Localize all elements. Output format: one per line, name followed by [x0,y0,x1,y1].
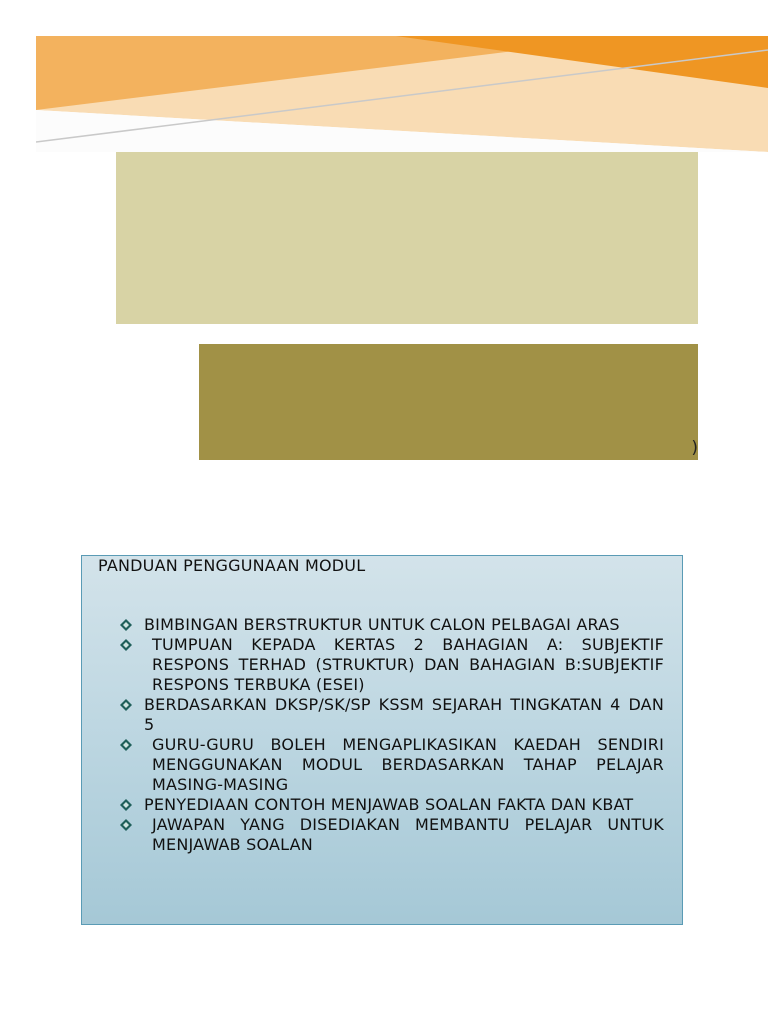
subtitle-placeholder-box [199,344,698,460]
guide-list [116,615,664,855]
module-guide-panel [81,555,683,925]
guide-title: PANDUAN PENGGUNAAN MODUL [98,556,366,575]
closing-parenthesis: ) [691,438,698,458]
header-banner [36,36,768,152]
title-placeholder-box [116,152,698,324]
diamond-bullet-icon [120,699,132,711]
guide-item [116,635,664,695]
diamond-bullet-icon [120,639,132,651]
guide-item-text: BIMBINGAN BERSTRUKTUR UNTUK CALON PELBAGAI ARAS [144,615,620,634]
guide-item-text: BERDASARKAN DKSP/SK/SP KSSM SEJARAH TINGKATAN 4 DAN 5 [144,695,664,734]
guide-item-text: TUMPUAN KEPADA KERTAS 2 BAHAGIAN A: SUBJEKTIF RESPONS TERHAD (STRUKTUR) DAN BAHAGIAN B:SUBJEKTIF RESPONS TERBUKA (ESEI) [152,635,664,694]
guide-item [116,735,664,795]
guide-item-text: PENYEDIAAN CONTOH MENJAWAB SOALAN FAKTA DAN KBAT [144,795,634,814]
diamond-bullet-icon [120,739,132,751]
guide-item [116,615,664,635]
guide-item [116,815,664,855]
guide-item [116,695,664,735]
diamond-bullet-icon [120,619,132,631]
diamond-bullet-icon [120,819,132,831]
guide-item-text: JAWAPAN YANG DISEDIAKAN MEMBANTU PELAJAR UNTUK MENJAWAB SOALAN [152,815,664,854]
diamond-bullet-icon [120,799,132,811]
guide-item-text: GURU-GURU BOLEH MENGAPLIKASIKAN KAEDAH SENDIRI MENGGUNAKAN MODUL BERDASARKAN TAHAP PELAJAR MASING-MASING [152,735,664,794]
guide-item [116,795,664,815]
